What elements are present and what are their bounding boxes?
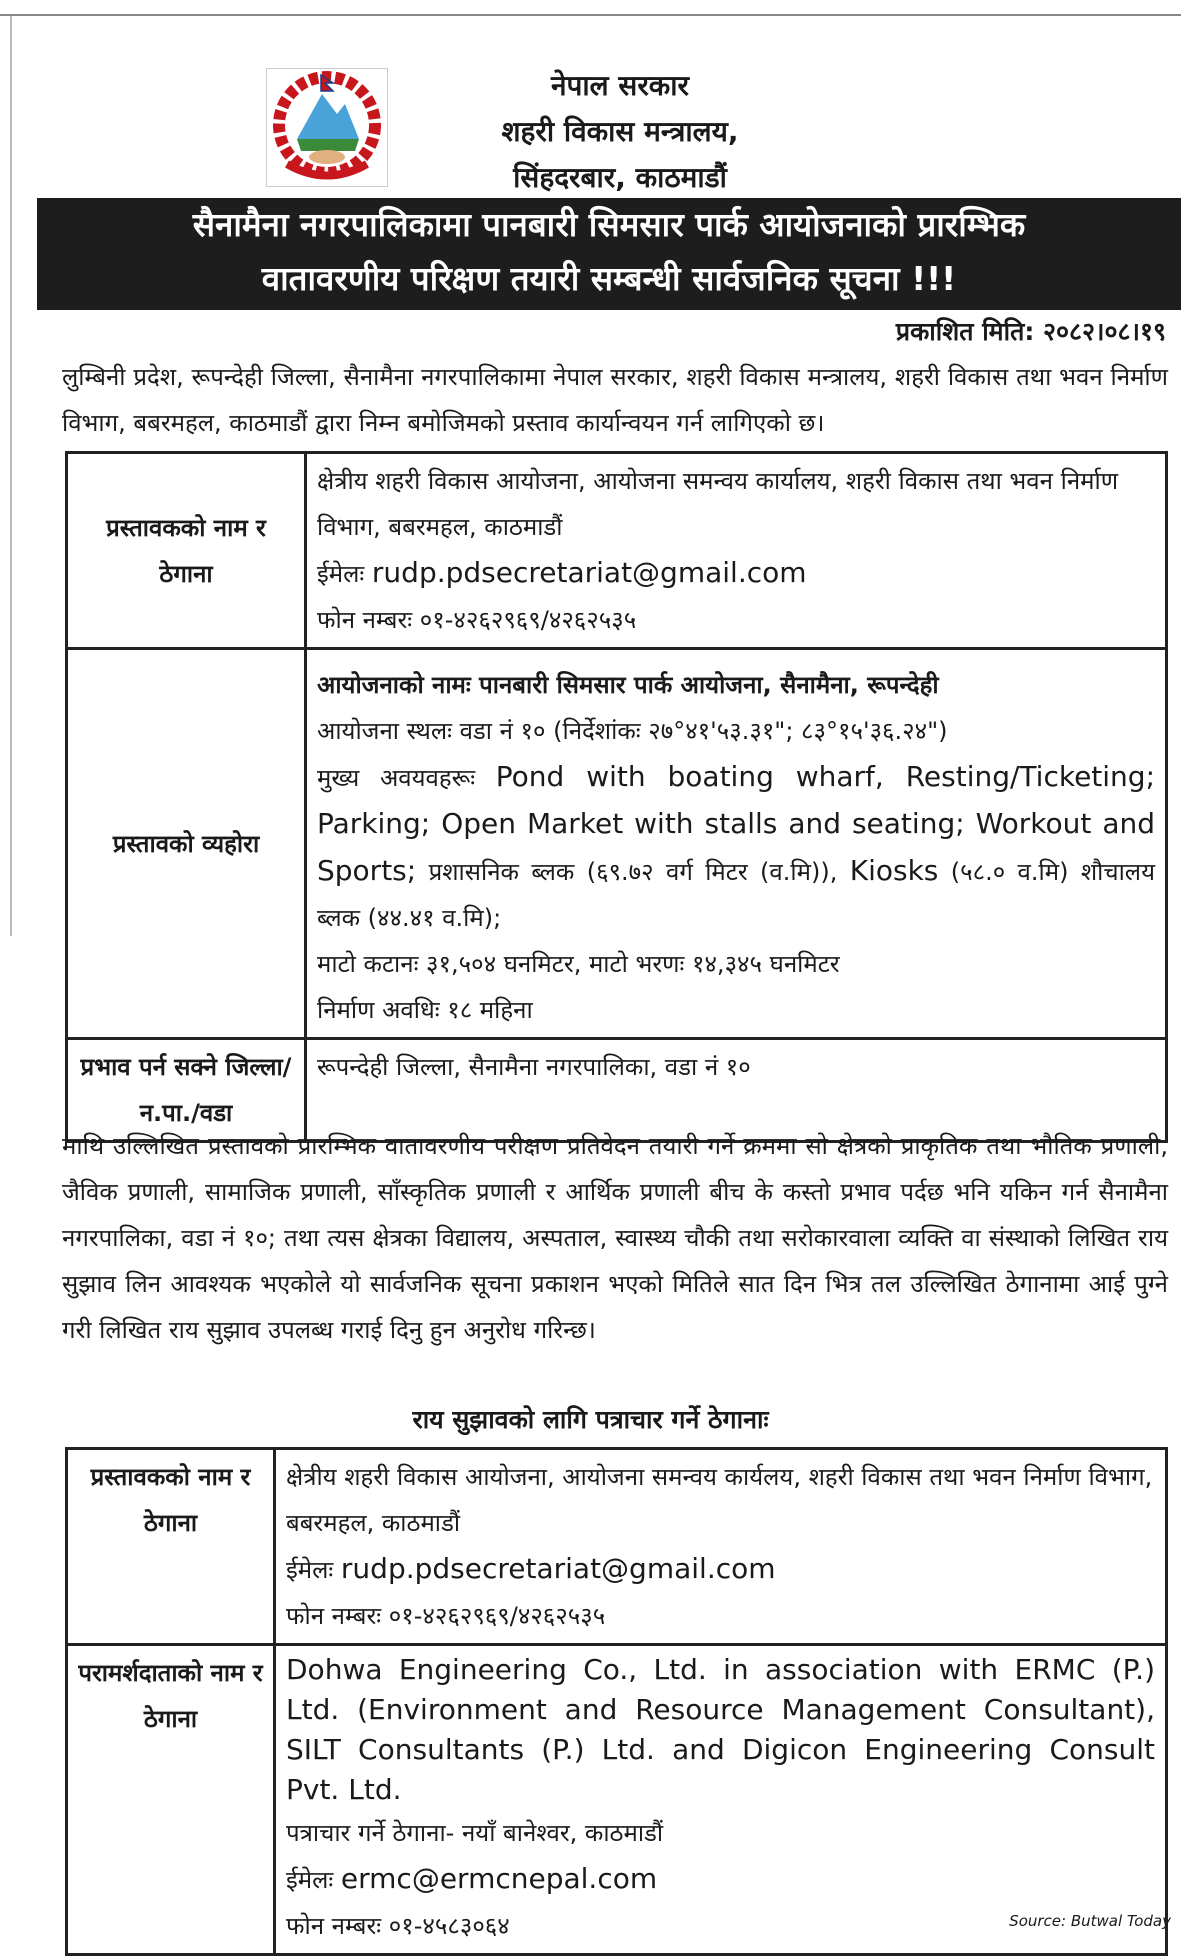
title-line-2: वातावरणीय परिक्षण तयारी सम्बन्धी सार्वजनिक सूचना !!! [261,259,957,298]
nepal-emblem-logo [266,68,388,187]
proposal-details [306,649,1167,1039]
email-label: ईमेलः [286,1556,334,1584]
proposer-address: क्षेत्रीय शहरी विकास आयोजना, आयोजना समन्वय कार्यलय, शहरी विकास तथा भवन निर्माण विभाग, बबरमहल, काठमाडौं [286,1463,1153,1537]
org-name: नेपाल सरकार [550,69,690,102]
admin-block: प्रशासनिक ब्लक (६९.७२ वर्ग मिटर (व.मि)), [428,858,838,886]
proposer-email[interactable]: rudp.pdsecretariat@gmail.com [340,1552,776,1585]
proposer-label: प्रस्तावकको नाम र ठेगाना [67,453,306,649]
consultant-names: Dohwa Engineering Co., Ltd. in association with ERMC (P.) Ltd. (Environment and Resource Management Consultant), SILT Consultants (P.) Ltd. and Digicon Engineering Consult Pvt. Ltd. [286,1653,1155,1806]
email-label: ईमेलः [317,560,365,588]
proposal-label: प्रस्तावको व्यहोरा [67,649,306,1039]
project-site: आयोजना स्थलः वडा नं १० (निर्देशांकः २७°४१'५३.३१"; ८३°१५'३६.२४") [317,717,948,745]
table-row [67,649,1167,1039]
body-paragraph: माथि उल्लिखित प्रस्तावको प्रारम्भिक वातावरणीय परीक्षण प्रतिवेदन तयारी गर्ने क्रममा सो क्षेत्रको प्राकृतिक तथा भौतिक प्रणाली, जैविक प्रणाली, सामाजिक प्रणाली, साँस्कृतिक प्रणाली र आर्थिक प्रणाली बीच के कस्तो प्रभाव पर्दछ भनि यकिन गर्न सैनामैना नगरपालिका, वडा नं १०; तथा त्यस क्षेत्रका विद्यालय, अस्पताल, स्वास्थ्य चौकी तथा सरोकारवाला व्यक्ति वा संस्थाको लिखित राय सुझाव लिन आवश्यक भएकोले यो सार्वजनिक सूचना प्रकाशन भएको मितिले सात दिन भित्र तल उल्लिखित ठेगानामा आई पुग्ने गरी लिखित राय सुझाव उपलब्ध गराई दिनु हुन अनुरोध गरिन्छ। [62,1132,1168,1344]
proposer-label: प्रस्तावकको नाम र ठेगाना [67,1449,275,1645]
consultant-label: परामर्शदाताको नाम र ठेगाना [67,1645,275,1955]
table-row [67,453,1167,649]
proposer-phone: फोन नम्बरः ०१-४२६२९६९/४२६२५३५ [286,1602,606,1630]
proposer-address: क्षेत्रीय शहरी विकास आयोजना, आयोजना समन्वय कार्यालय, शहरी विकास तथा भवन निर्माण विभाग, बबरमहल, काठमाडौं [317,467,1119,541]
notice-title-banner [37,198,1181,310]
ministry-location: सिंहदरबार, काठमाडौं [513,161,727,194]
proposer-email[interactable]: rudp.pdsecretariat@gmail.com [371,556,807,589]
table-row [67,1449,1167,1645]
proposer-details [275,1449,1167,1645]
components-label: मुख्य अवयवहरूः [317,764,476,792]
consultant-phone: फोन नम्बरः ०१-४५८३०६४ [286,1912,510,1940]
proposer-phone: फोन नम्बरः ०१-४२६२९६९/४२६२५३५ [317,606,637,634]
contact-heading: राय सुझावको लागि पत्राचार गर्ने ठेगानाः [412,1405,769,1434]
kiosks-area: (५८.० व.मि) शौचालय ब्लक (४४.४१ व.मि); [317,858,1155,932]
contact-table [65,1447,1168,1956]
published-date: प्रकाशित मिति: २०८२।०८।१९ [895,317,1166,346]
email-label: ईमेलः [286,1866,334,1894]
title-line-1: सैनामैना नगरपालिकामा पानबारी सिमसार पार्क आयोजनाको प्रारम्भिक [192,205,1026,244]
table-row [67,1645,1167,1955]
kiosks-label: Kiosks [849,854,939,887]
intro-paragraph: लुम्बिनी प्रदेश, रूपन्देही जिल्ला, सैनामैना नगरपालिकामा नेपाल सरकार, शहरी विकास मन्त्रालय, शहरी विकास तथा भवन निर्माण विभाग, बबरमहल, काठमाडौं द्वारा निम्न बमोजिमको प्रस्ताव कार्यान्वयन गर्न लागिएको छ। [62,363,1168,437]
page-left-border [10,16,12,936]
source-credit: Source: Butwal Today [1009,1912,1171,1930]
project-name: आयोजनाको नामः पानबारी सिमसार पार्क आयोजना, सैनामैना, रूपन्देही [317,671,939,699]
consultant-email[interactable]: ermc@ermcnepal.com [340,1862,658,1895]
ministry-name: शहरी विकास मन्त्रालय, [501,115,739,148]
proposal-table [65,451,1168,1143]
affected-area-label: प्रभाव पर्न सक्ने जिल्ला/न.पा./वडा [67,1039,306,1142]
affected-area-value: रूपन्देही जिल्ला, सैनामैना नगरपालिका, वडा नं १० [306,1039,1167,1142]
proposer-details [306,453,1167,649]
earthwork: माटो कटानः ३१,५०४ घनमिटर, माटो भरणः १४,३४५ घनमिटर [317,950,840,978]
components-english: Pond with boating wharf, Resting/Ticketing; Parking; Open Market with stalls and seating; Workout and Sports; [317,760,1156,887]
construction-duration: निर्माण अवधिः १८ महिना [317,996,533,1024]
consultant-details [275,1645,1167,1955]
page-top-border [0,14,1181,16]
consultant-address: पत्राचार गर्ने ठेगाना- नयाँ बानेश्वर, काठमाडौं [286,1819,664,1847]
